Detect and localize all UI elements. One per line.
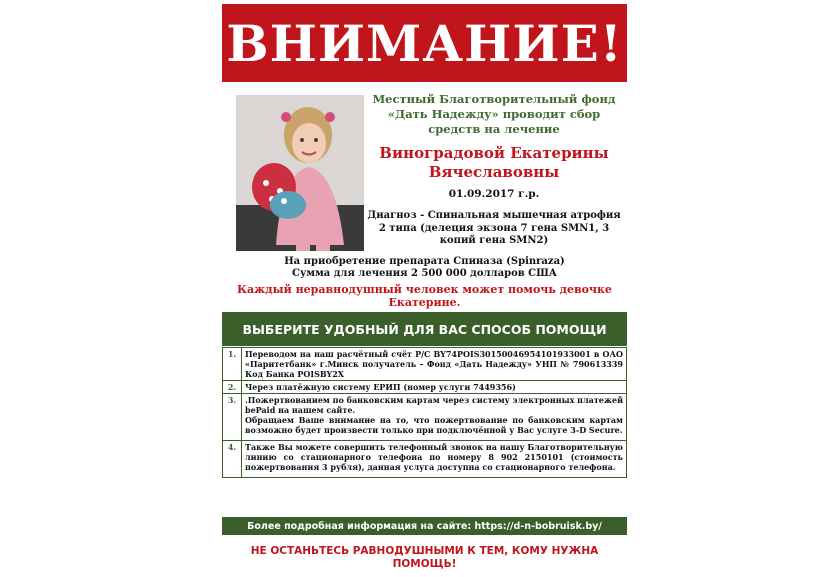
- final-appeal: НЕ ОСТАНЬТЕСЬ РАВНОДУШНЫМИ К ТЕМ, КОМУ НУЖНА ПОМОЩЬ!: [250, 545, 599, 570]
- method-number: 1.: [223, 348, 242, 381]
- method-number: 4.: [223, 441, 242, 478]
- table-row: [223, 348, 627, 381]
- method-number: 3.: [223, 394, 242, 441]
- method-text: .Пожертвованием по банковским картам через систему электронных платежей bePaid на нашем сайте.: [245, 395, 623, 415]
- banner-title: ВНИМАНИЕ!: [226, 13, 623, 73]
- child-photo: [236, 95, 364, 251]
- method-text: Через платёжную систему ЕРИП (номер услуги 7449356): [242, 381, 627, 394]
- intro-text: Местный Благотворительный фонд «Дать Надежду» проводит сбор средств на лечение: [372, 92, 616, 136]
- diagnosis-text: Диагноз - Спинальная мышечная атрофия 2 типа (делеция экзона 7 гена SMN1, 3 копий гена SMN2): [367, 210, 621, 246]
- methods-table: [222, 347, 627, 478]
- method-text: Переводом на наш расчётный счёт Р/С BY74POIS30150046954101933001 в ОАО «Паритетбанк» г.Минск получатель – Фонд «Дать Надежду» УНП № 790613339 Код Банка POISBY2X: [242, 348, 627, 381]
- table-row: [223, 441, 627, 478]
- drug-info: [222, 256, 627, 280]
- appeal-text: Каждый неравнодушный человек может помочь девочке Екатерине.: [237, 283, 612, 309]
- website-link[interactable]: Более подробная информация на сайте: https://d-n-bobruisk.by/: [222, 517, 627, 535]
- method-number: 2.: [223, 381, 242, 394]
- drug-line: На приобретение препарата Спиназа (Spinraza): [284, 256, 565, 267]
- amount-line: Сумма для лечения 2 500 000 долларов США: [292, 268, 557, 279]
- child-photo-illustration: [236, 95, 364, 251]
- method-text-cell: [242, 441, 627, 478]
- attention-banner: [222, 4, 627, 82]
- patient-name: Виноградовой Екатерины Вячеславовны: [379, 144, 609, 181]
- method-text: Также Вы можете совершить телефонный звонок на нашу Благотворительную линию со стационарного телефона по номеру 8 902 2150101 (стоимость пожертвования 3 рубля), данная услуга доступна со стационарного телефона.: [245, 442, 623, 472]
- birth-date: 01.09.2017 г.р.: [448, 188, 540, 200]
- method-text-cell: [242, 394, 627, 441]
- methods-heading: ВЫБЕРИТЕ УДОБНЫЙ ДЛЯ ВАС СПОСОБ ПОМОЩИ: [222, 312, 627, 346]
- table-row: [223, 381, 627, 394]
- table-row: [223, 394, 627, 441]
- method-note: Обращаем Ваше внимание на то, что пожертвование по банковским картам возможно будет произвести только при подключённой у Вас услуге 3-D Secure.: [245, 415, 623, 435]
